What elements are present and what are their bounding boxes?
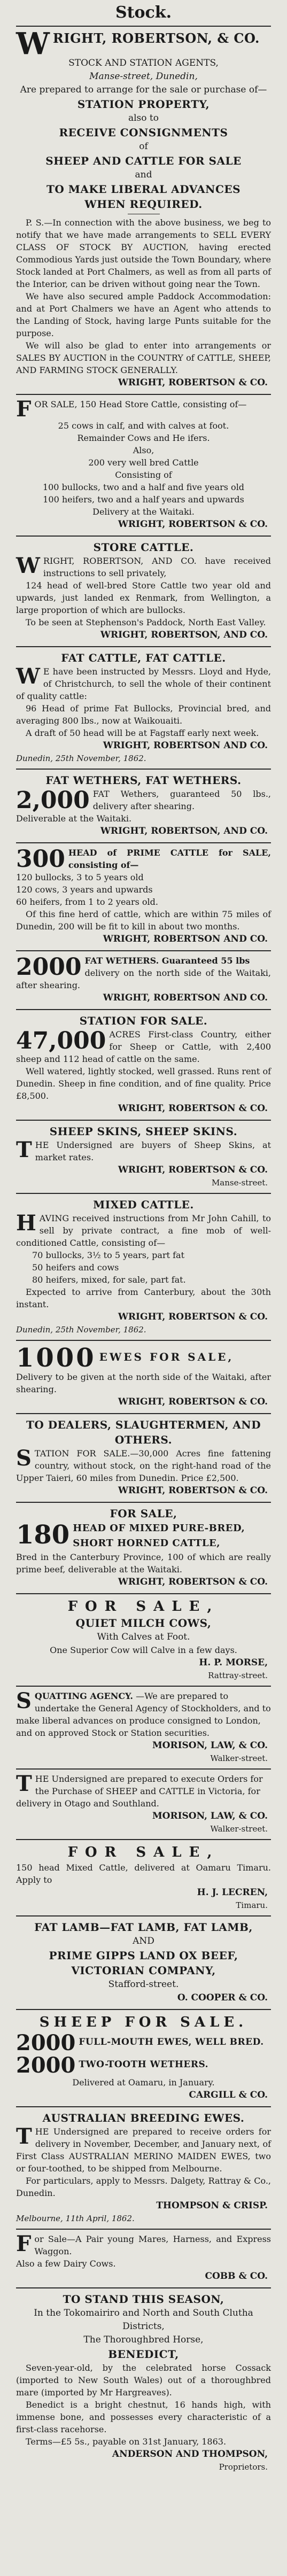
ad-subline: BENEDICT, (108, 2348, 179, 2361)
ad-subline: VICTORIAN COMPANY, (71, 1964, 216, 1977)
big-number: 2000 (16, 2053, 76, 2078)
advertisement-milch-cows (16, 1593, 271, 1686)
advertisement-mares-waggon (16, 2229, 271, 2287)
ad-line: 100 heifers, two and a half years and upwards (43, 494, 244, 505)
ad-paragraph: 124 head of well-bred Store Cattle two year old and upwards, just landed ex Renmark, from Wellington, a large proportion of which are bullocks. (16, 580, 271, 615)
ad-heading: FULL-MOUTH EWES, WELL BRED. (79, 2037, 264, 2047)
ad-heading: OR SALE, 150 Head Store Cattle, consisting of— (34, 399, 247, 409)
ad-paragraph: ACRES First-class Country, either for Sheep or Cattle, with 2,400 sheep and 112 head of cattle on the same. (16, 1029, 271, 1064)
big-number: 2000 (16, 953, 82, 981)
ad-subline: TO MAKE LIBERAL ADVANCES (46, 183, 241, 196)
ad-paragraph: Terms—£5 5s., payable on 31st January, 1863. (26, 2437, 227, 2447)
ad-line: Consisting of (115, 470, 172, 480)
ad-address: Walker-street. (210, 1753, 268, 1763)
ad-subline: PRIME GIPPS LAND OX BEEF, (49, 1949, 238, 1962)
ad-paragraph: 96 Head of prime Fat Bullocks, Provincial bred, and averaging 800 lbs., now at Waikouaiti. (16, 703, 271, 726)
ad-paragraph: HE Undersigned are buyers of Sheep Skins, at market rates. (35, 1140, 271, 1162)
advertisement-sheep-for-sale (16, 2009, 271, 2106)
ad-subline: SHEEP AND CATTLE FOR SALE (45, 154, 242, 167)
ad-paragraph: A draft of 50 head will be at Fagstaff early next week. (26, 728, 259, 738)
ad-subline: STOCK AND STATION AGENTS, (68, 58, 219, 68)
ad-heading: EWES FOR SALE, (99, 1351, 234, 1363)
ad-date: Dunedin, 25th November, 1862. (16, 754, 146, 763)
ad-heading: HEAD of PRIME CATTLE for SALE, consisting of— (68, 848, 271, 870)
ad-signature: WRIGHT, ROBERTSON AND CO. (103, 992, 268, 1003)
ad-heading: TO DEALERS, SLAUGHTERMEN, AND OTHERS. (26, 1418, 261, 1446)
ad-heading: FAT CATTLE, FAT CATTLE. (61, 651, 226, 664)
advertisement-benedict-stud (16, 2287, 271, 2477)
ad-paragraph: Delivery to be given at the north side of the Waitaki, after shearing. (16, 1372, 271, 1394)
ad-line: 120 cows, 3 years and upwards (16, 884, 153, 895)
ad-paragraph: delivery on the north side of the Waitaki, after shearing. (16, 968, 271, 990)
ad-paragraph: For particulars, apply to Messrs. Dalgety, Rattray & Co., Dunedin. (16, 2176, 271, 2198)
ad-address: Walker-street. (210, 1824, 268, 1834)
ad-subline: HEAD OF MIXED PURE-BRED, SHORT HORNED CATTLE, (73, 1523, 245, 1549)
advertisement-victoria-orders (16, 1768, 271, 1839)
ad-paragraph: for the Purchase of SHEEP and CATTLE in Victoria, for delivery in Otago and Southland. (16, 1774, 263, 1809)
ad-paragraph: We have also secured ample Paddock Accommodation: and at Port Chalmers we have an Agent who attends to the Landing of Stock, having large Punts suitable for the purpose. (16, 291, 271, 338)
ad-line: 60 heifers, from 1 to 2 years old. (16, 897, 158, 907)
advertisement-fat-lamb (16, 1915, 271, 2009)
ad-heading: HE Undersigned are prepared to execute Orders (35, 1774, 248, 1784)
ad-heading: RIGHT, ROBERTSON, & CO. (52, 30, 260, 46)
ad-body (16, 2362, 271, 2448)
ad-signature: WRIGHT, ROBERTSON & CO. (118, 519, 268, 530)
drop-cap: W (16, 553, 40, 578)
ad-signature: ANDERSON AND THOMPSON, (112, 2449, 268, 2459)
ad-signature: WRIGHT, ROBERTSON & CO. (118, 1165, 268, 1175)
ad-body (16, 702, 271, 739)
ad-signature: H. J. LECREN, (197, 1887, 268, 1898)
ad-heading: QUIET MILCH COWS, (75, 1617, 212, 1630)
stock-column (16, 2, 271, 2477)
ad-heading: FAT LAMB—FAT LAMB, FAT LAMB, (34, 1921, 253, 1934)
ad-heading: TWO-TOOTH WETHERS. (79, 2059, 209, 2070)
ad-paragraph: One Superior Cow will Calve in a few days. (50, 1645, 237, 1655)
ad-spaced-heading: FOR SALE, (67, 1599, 220, 1615)
ad-signature: O. COOPER & CO. (177, 1992, 268, 2003)
ad-subline: WHEN REQUIRED. (84, 198, 203, 211)
ad-body (16, 216, 271, 376)
ad-heading: QUATTING AGENCY. (34, 1691, 133, 1701)
ad-paragraph: We will also be glad to enter into arrangements or SALES BY AUCTION in the COUNTRY of CATTLE, SHEEP, AND FARMING STOCK GENERALLY. (16, 340, 271, 375)
ad-signature: WRIGHT, ROBERTSON & CO. (118, 1103, 268, 1114)
ad-line: 25 cows in calf, and with calves at foot. (58, 421, 229, 431)
ad-signature: WRIGHT, ROBERTSON AND CO. (103, 740, 268, 751)
ad-body (16, 1065, 271, 1102)
ad-heading: SHEEP SKINS, SHEEP SKINS. (49, 1125, 238, 1138)
ad-heading: AUSTRALIAN BREEDING EWES. (42, 2112, 245, 2124)
ad-signature: H. P. MORSE, (199, 1657, 268, 1668)
ad-signature: CARGILL & CO. (189, 2090, 268, 2100)
ad-paragraph: To be seen at Stephenson's Paddock, North East Valley. (26, 617, 266, 627)
ad-paragraph: FAT Wethers, guaranteed 50 lbs., delivery after shearing. (92, 789, 271, 811)
big-number: 300 (16, 845, 65, 873)
ad-heading: STATION FOR SALE. (79, 1014, 208, 1027)
ad-heading: TO STAND THIS SEASON, (63, 2293, 224, 2306)
ad-heading: FAT WETHERS. Guaranteed 55 lbs (84, 956, 250, 966)
ad-spaced-heading: SHEEP FOR SALE. (39, 2014, 248, 2030)
ad-line: 100 bullocks, two and a half and five years old (42, 482, 245, 492)
ad-heading: FOR SALE, (110, 1507, 177, 1520)
ad-line: 70 bullocks, 3½ to 5 years, part fat (32, 1250, 184, 1260)
ad-subline: AND (133, 1936, 154, 1946)
ad-subline: Stafford-street. (108, 1979, 179, 1990)
ad-line: 200 very well bred Cattle (88, 457, 199, 468)
drop-cap: W (16, 26, 50, 61)
advertisement-fat-wethers (16, 769, 271, 842)
ad-line: Remainder Cows and He ifers. (77, 433, 210, 443)
drop-cap: S (16, 1446, 32, 1471)
drop-cap: F (16, 2231, 32, 2256)
ad-body (16, 1249, 271, 1310)
drop-cap: W (16, 664, 40, 689)
advertisement-australian-ewes (16, 2106, 271, 2229)
ad-signature: WRIGHT, ROBERTSON & CO. (118, 377, 268, 388)
ad-heading: STORE CATTLE. (93, 541, 194, 554)
ad-line: Also, (133, 445, 154, 455)
ad-paragraph: —We are prepared to undertake the General Agency of Stockholders, and to make liberal advances on produce consigned to London, and on approved Stock or Station securities. (16, 1691, 271, 1738)
section-heading: Stock. (115, 3, 172, 22)
ad-line: Delivery at the Waitaki. (92, 507, 195, 517)
ad-paragraph: P. S.—In connection with the above business, we beg to notify that we have made arrangements to SELL EVERY CLASS OF STOCK BY AUCTION, having erected Commodious Yards just outside the Town Boundary, where Stock landed at Port Chalmers, as well as from all parts of the Interior, can be driven without going near the Town. (16, 218, 271, 289)
ad-signature: MORISON, LAW, & CO. (152, 1811, 268, 1821)
ad-signature: WRIGHT, ROBERTSON, AND CO. (100, 826, 268, 836)
ad-paragraph: TATION FOR SALE.—30,000 Acres fine fattening country, without stock, on the right-hand road of the Upper Taieri, 60 miles from Dunedin. Price £2,500. (16, 1448, 271, 1483)
ad-date: Melbourne, 11th April, 1862. (16, 2214, 135, 2223)
drop-cap: S (16, 1688, 32, 1713)
ad-paragraph: 150 head Mixed Cattle, delivered at Oamaru Timaru. Apply to (16, 1863, 271, 1885)
advertisement-ewes-for-sale (16, 1340, 271, 1413)
ad-paragraph: Benedict is a bright chestnut, 16 hands high, with immense bone, and possesses every characteristic of a first-class racehorse. (16, 2400, 271, 2434)
ad-spaced-heading: FOR SALE, (67, 1844, 220, 1860)
ad-paragraph: Deliverable at the Waitaki. (16, 813, 132, 824)
drop-cap: H (16, 1211, 36, 1236)
ad-signature: MORISON, LAW, & CO. (152, 1740, 268, 1751)
ad-subline: and (135, 169, 152, 180)
ad-heading: FAT WETHERS, FAT WETHERS. (45, 774, 242, 787)
drop-cap: T (16, 1137, 32, 1162)
drop-cap: F (16, 397, 32, 422)
ad-signature: WRIGHT, ROBERTSON, AND CO. (100, 630, 268, 640)
ad-address: Rattray-street. (208, 1671, 268, 1680)
ad-signature: WRIGHT, ROBERTSON & CO. (118, 1396, 268, 1407)
ad-body (16, 871, 271, 933)
big-number: 47,000 (16, 1027, 106, 1054)
advertisement-mixed-cattle (16, 1193, 271, 1340)
ad-signature: COBB & CO. (205, 2271, 268, 2282)
ad-date: Dunedin, 25th November, 1862. (16, 1325, 146, 1334)
ad-subline: Manse-street, Dunedin, (89, 71, 198, 82)
ad-paragraph: E have been instructed by Messrs. Lloyd and Hyde, of Christchurch, to sell the whole of their continent of quality cattle: (16, 666, 271, 701)
advertisement-prime-cattle (16, 842, 271, 950)
ad-paragraph: Bred in the Canterbury Province, 100 of which are really prime beef, deliverable at the Waitaki. (16, 1552, 271, 1574)
ad-body (16, 420, 271, 518)
ad-paragraph: AVING received instructions from Mr John Cahill, to sell by private contract, a fine mob of well-conditioned Cattle, consisting of— (16, 1213, 271, 1248)
drop-cap: T (16, 2124, 32, 2149)
ad-signature: WRIGHT, ROBERTSON & CO. (118, 1577, 268, 1587)
ad-heading: MIXED CATTLE. (93, 1198, 194, 1211)
advertisement-fat-cattle (16, 646, 271, 769)
ad-address: Timaru. (236, 1900, 268, 1910)
ad-subline: also to (128, 113, 159, 123)
drop-cap: T (16, 1771, 32, 1796)
advertisement-store-cattle (16, 536, 271, 646)
ad-subline: With Calves at Foot. (97, 1632, 190, 1642)
ad-signature: WRIGHT, ROBERTSON & CO. (118, 1485, 268, 1496)
advertisement-fat-wethers-2000 (16, 950, 271, 1009)
ad-paragraph: Of this fine herd of cattle, which are within 75 miles of Dunedin, 200 will be fit to kill in about two months. (16, 909, 271, 932)
ad-subline: RECEIVE CONSIGNMENTS (59, 126, 228, 139)
ad-paragraph: Seven-year-old, by the celebrated horse Cossack (imported to New South Wales) out of a thoroughbred mare (imported by Mr Hargreaves). (16, 2363, 271, 2397)
ad-body (16, 2175, 271, 2199)
big-number: 1000 (16, 1343, 96, 1373)
ad-paragraph: Also a few Dairy Cows. (16, 2259, 116, 2269)
big-number: 180 (16, 1520, 70, 1550)
ad-paragraph: Well watered, lightly stocked, well grassed. Runs rent of Dunedin. Sheep in fine condition, and of fine quality. Price £8,500. (16, 1066, 271, 1101)
big-number: 2000 (16, 2030, 76, 2055)
ad-subline: STATION PROPERTY, (77, 98, 210, 111)
ad-signature: WRIGHT, ROBERTSON AND CO. (103, 934, 268, 944)
advertisement-dealers-station (16, 1413, 271, 1502)
ad-paragraph: RIGHT, ROBERTSON, AND CO. have received instructions to sell privately, (43, 556, 271, 578)
big-number: 2,000 (16, 787, 90, 814)
advertisement-shorthorn-cattle (16, 1502, 271, 1593)
ad-paragraph: Delivered at Oamaru, in January. (72, 2077, 215, 2088)
ad-subline: The Thoroughbred Horse, (83, 2334, 204, 2345)
advertisement-squatting-agency (16, 1686, 271, 1768)
advertisement-store-cattle-sale (16, 394, 271, 536)
ad-address: Manse-street. (211, 1178, 268, 1188)
advertisement-wright-robertson (16, 26, 271, 394)
ad-line: 120 bullocks, 3 to 5 years old (16, 872, 144, 882)
advertisement-station-for-sale (16, 1009, 271, 1120)
ad-body (16, 579, 271, 629)
ad-subline: Are prepared to arrange for the sale or purchase of— (20, 84, 267, 95)
ad-line: 80 heifers, mixed, for sale, part fat. (32, 1275, 186, 1285)
ad-heading: or Sale—A Pair young Mares, Harness, and Express Waggon. (34, 2234, 271, 2256)
ad-signature: THOMPSON & CRISP. (156, 2200, 268, 2211)
ad-subline: of (139, 141, 148, 152)
ad-address: Proprietors. (219, 2462, 268, 2472)
ad-signature: WRIGHT, ROBERTSON & CO. (118, 1312, 268, 1322)
ad-paragraph: Expected to arrive from Canterbury, about the 30th instant. (16, 1287, 271, 1309)
ad-paragraph: HE Undersigned are prepared to receive orders for delivery in November, December, and January next, of First Class AUSTRALIAN MERINO MAIDEN EWES, two or four-toothed, to be shipped from Melbourne. (16, 2127, 271, 2174)
ad-line: 50 heifers and cows (32, 1262, 119, 1273)
advertisement-mixed-cattle-timaru (16, 1839, 271, 1915)
ad-subline: In the Tokomairiro and North and South Clutha Districts, (34, 2308, 253, 2332)
advertisement-sheep-skins (16, 1120, 271, 1193)
